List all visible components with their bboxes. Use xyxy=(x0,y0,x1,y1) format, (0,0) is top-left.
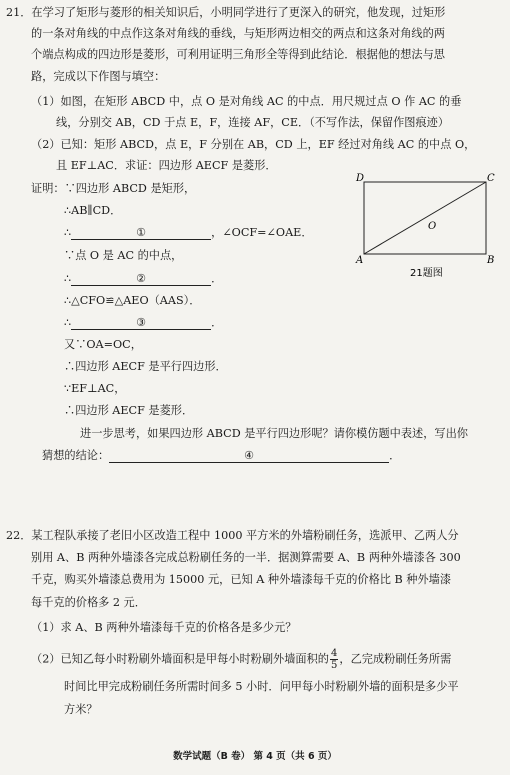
q21-intro-line-1: 21．在学习了矩形与菱形的相关知识后，小明同学进行了更深入的研究，他发现，过矩形 xyxy=(6,6,446,19)
q21-part1-line-1: （1）如图，在矩形 ABCD 中，点 O 是对角线 AC 的中点．用尺规过点 O 作 AC 的垂 xyxy=(31,95,462,108)
answer-blank-1[interactable]: ① xyxy=(71,226,211,240)
label-c: C xyxy=(487,173,495,184)
figure-caption: 21题图 xyxy=(410,268,443,279)
q22-line-3: 千克，购买外墙漆总费用为 15000 元，已知 A 种外墙漆每千克的价格比 B 种外墙漆 xyxy=(31,573,452,586)
q21-part2-line-2: 且 EF⊥AC．求证：四边形 AECF 是菱形． xyxy=(56,159,277,172)
label-b: B xyxy=(487,255,495,266)
proof-line-7: ∴ ③ ． xyxy=(64,316,223,329)
page-footer: 数学试题（B 卷） 第 4 页（共 6 页） xyxy=(173,751,337,762)
proof-line-1: 证明：∵四边形 ABCD 是矩形， xyxy=(31,182,196,195)
proof-line-11: ∴四边形 AECF 是菱形． xyxy=(64,404,194,417)
q22-line-4: 每千克的价格多 2 元． xyxy=(31,596,146,609)
rectangle-figure xyxy=(352,170,500,280)
q22-line-1: 22．某工程队承接了老旧小区改造工程中 1000 平方米的外墙粉刷任务，选派甲、乙两人分 xyxy=(6,529,459,542)
answer-blank-4[interactable]: ④ xyxy=(109,449,389,463)
fraction-four-fifths: $\frac{4}{5}$ xyxy=(331,648,338,671)
q22-part2-line-3: 方米？ xyxy=(64,703,98,716)
label-o: O xyxy=(428,221,437,232)
diagonal-ac xyxy=(364,182,486,254)
label-a: A xyxy=(356,255,364,266)
q22-line-2: 别用 A、B 两种外墙漆各完成总粉刷任务的一半．据测算需要 A、B 两种外墙漆各 300 xyxy=(31,551,461,564)
answer-blank-2[interactable]: ② xyxy=(71,272,211,286)
q22-part2-line-2: 时间比甲完成粉刷任务所需时间多 5 小时．问甲每小时粉刷外墙的面积是多少平 xyxy=(64,680,459,693)
further-line-2: 猜想的结论： ④ ． xyxy=(42,449,401,462)
q22-part1: （1）求 A、B 两种外墙漆每千克的价格各是多少元？ xyxy=(31,621,297,634)
q21-part2-line-1: （2）已知：矩形 ABCD，点 E，F 分别在 AB，CD 上，EF 经过对角线 AC 的中点 O， xyxy=(31,138,476,151)
q21-intro-line-4: 路，完成以下作图与填空： xyxy=(31,70,166,83)
answer-blank-3[interactable]: ③ xyxy=(71,316,211,330)
proof-line-5: ∴ ② ． xyxy=(64,272,223,285)
proof-line-8: 又∵OA=OC， xyxy=(64,338,142,351)
further-line-1: 进一步思考，如果四边形 ABCD 是平行四边形呢？请你模仿题中表述，写出你 xyxy=(80,427,468,440)
proof-line-2: ∴AB∥CD． xyxy=(64,204,122,217)
q21-part1-line-2: 线，分别交 AB，CD 于点 E，F，连接 AF，CE．（不写作法，保留作图痕迹） xyxy=(56,116,450,129)
proof-line-4: ∵点 O 是 AC 的中点， xyxy=(64,249,183,262)
proof-line-9: ∴四边形 AECF 是平行四边形． xyxy=(64,360,227,373)
label-d: D xyxy=(356,173,365,184)
proof-line-3: ∴ ① ，∠OCF=∠OAE． xyxy=(64,226,313,239)
proof-line-6: ∴△CFO≌△AEO（AAS）． xyxy=(64,294,201,307)
q22-part2-line-1: （2）已知乙每小时粉刷外墙面积是甲每小时粉刷外墙面积的 $\frac{4}{5}$ ，乙完成粉刷任务所需 xyxy=(31,648,452,671)
proof-line-10: ∵EF⊥AC， xyxy=(64,382,126,395)
q21-intro-line-2: 的一条对角线的中点作这条对角线的垂线，与矩形两边相交的两点和这条对角线的两 xyxy=(31,27,445,40)
q21-intro-line-3: 个端点构成的四边形是菱形，可利用证明三角形全等得到此结论．根据他的想法与思 xyxy=(31,48,445,61)
